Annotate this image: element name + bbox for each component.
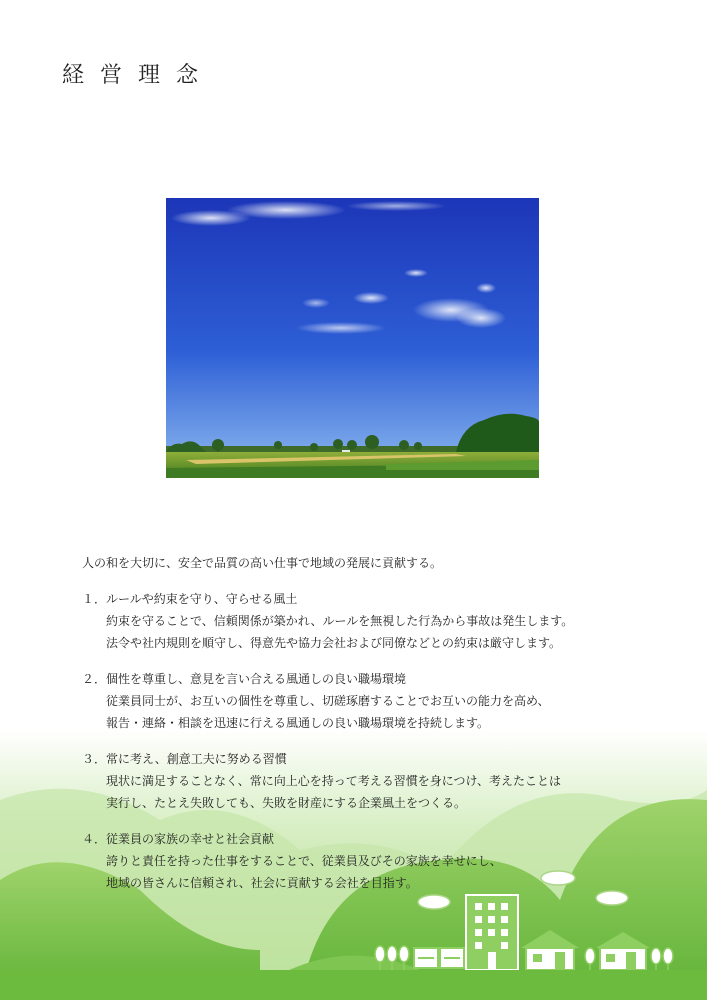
principle-1	[82, 588, 682, 654]
principle-line: 法令や社内規則を順守し、得意先や協力会社および同僚などとの約束は厳守します。	[106, 636, 562, 650]
principle-heading: 従業員の家族の幸せと社会貢献	[106, 832, 275, 846]
philosophy-content	[82, 552, 682, 908]
principle-line: 実行し、たとえ失敗しても、失敗を財産にする企業風土をつくる。	[106, 796, 467, 810]
principle-line: 報告・連絡・相談を迅速に行える風通しの良い職場環境を持続します。	[106, 716, 490, 730]
principle-line: 約束を守ることで、信頼関係が築かれ、ルールを無視した行為から事故は発生します。	[106, 614, 574, 628]
principle-line: 従業員同士が、お互いの個性を尊重し、切磋琢磨することでお互いの能力を高め、	[106, 694, 550, 708]
principle-line: 地域の皆さんに信頼され、社会に貢献する会社を目指す。	[106, 876, 418, 890]
page-title: 経営理念	[62, 63, 215, 88]
principle-4	[82, 828, 682, 894]
landscape-photo	[166, 198, 539, 478]
principle-number: １．	[82, 592, 107, 606]
principle-line: 誇りと責任を持った仕事をすることで、従業員及びその家族を幸せにし、	[106, 854, 502, 868]
principle-line: 現状に満足することなく、常に向上心を持って考える習慣を身につけ、考えたことは	[106, 774, 562, 788]
principle-heading: ルールや約束を守り、守らせる風土	[106, 592, 298, 606]
principle-3	[82, 748, 682, 814]
intro-statement: 人の和を大切に、安全で品質の高い仕事で地域の発展に貢献する。	[82, 556, 443, 570]
principle-2	[82, 668, 682, 734]
landscape-photo-image	[166, 198, 539, 478]
principle-number: ３．	[82, 752, 107, 766]
principle-number: ４．	[82, 832, 107, 846]
principle-heading: 常に考え、創意工夫に努める習慣	[106, 752, 287, 766]
principle-number: ２．	[82, 672, 107, 686]
warehouse-icon	[414, 948, 464, 968]
principle-heading: 個性を尊重し、意見を言い合える風通しの良い職場環境	[106, 672, 407, 686]
